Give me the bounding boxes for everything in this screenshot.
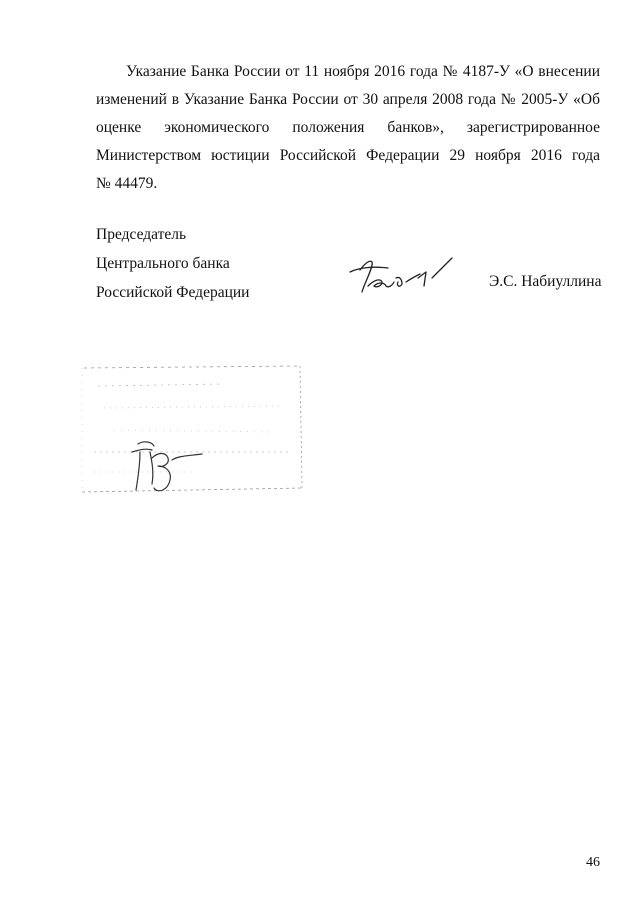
paragraph-line: № 44479. (96, 175, 158, 192)
signatory-title (96, 220, 249, 307)
handwritten-signature (346, 248, 466, 303)
signatory-name: Э.С. Набиуллина (489, 273, 602, 290)
reference-paragraph (96, 58, 600, 198)
paragraph-line: Министерством юстиции Российской Федерации 29 ноября 2016 года (96, 147, 600, 164)
signatory-title-line: Центрального банка (96, 255, 230, 272)
approval-stamp (74, 360, 314, 515)
signatory-title-line: Российской Федерации (96, 284, 250, 301)
paragraph-line: Указание Банка России от 11 ноября 2016 года № 4187-У «О внесении (126, 63, 600, 80)
paragraph-line: оценке экономического положения банков», зарегистрированное (96, 119, 600, 136)
signatory-title-line: Председатель (96, 226, 187, 243)
page-number: 46 (586, 855, 600, 870)
paragraph-line: изменений в Указание Банка России от 30 апреля 2008 года № 2005-У «Об (96, 91, 600, 108)
